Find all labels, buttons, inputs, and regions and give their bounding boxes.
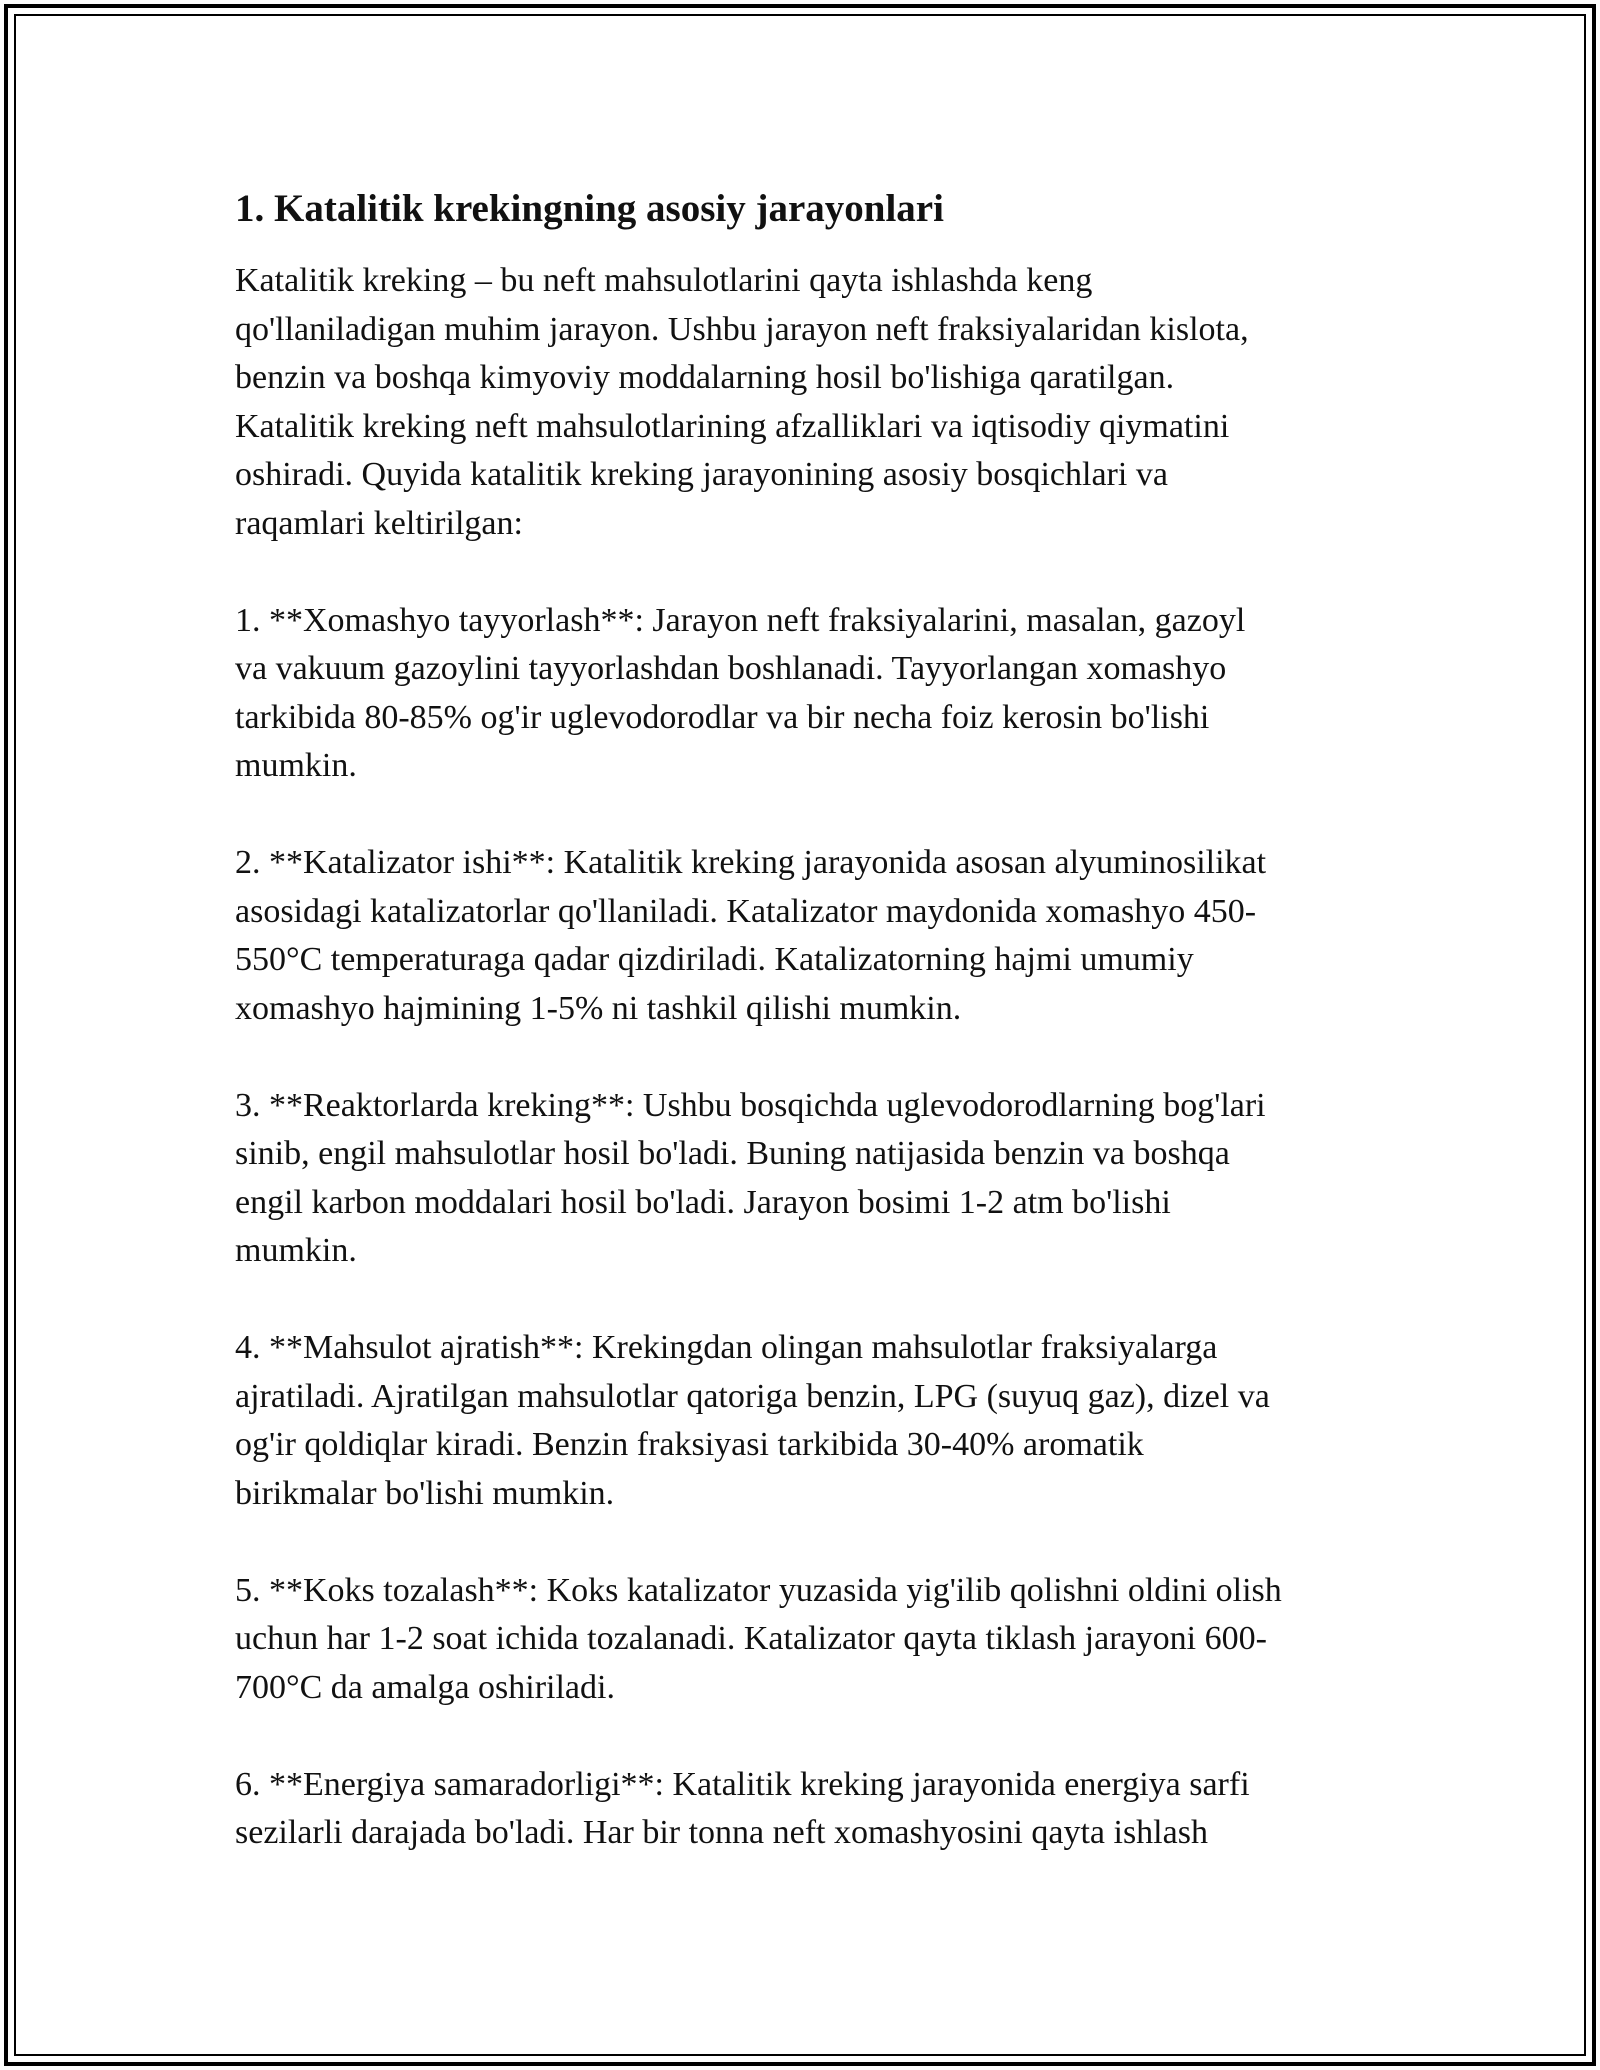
- intro-paragraph: [235, 257, 1395, 548]
- text-line: 5. **Koks tozalash**: Koks katalizator yuzasida yig'ilib qolishni oldini olish: [235, 1571, 1282, 1609]
- text-line: ajratiladi. Ajratilgan mahsulotlar qatoriga benzin, LPG (suyuq gaz), dizel va: [235, 1377, 1270, 1415]
- text-line: Katalitik kreking – bu neft mahsulotlarini qayta ishlashda keng: [235, 262, 1093, 299]
- text-line: 700°C da amalga oshiriladi.: [235, 1668, 615, 1706]
- step-6-paragraph: [235, 1761, 1395, 1858]
- step-3-paragraph: [235, 1082, 1395, 1276]
- text-line: 550°C temperaturaga qadar qizdiriladi. Katalizatorning hajmi umumiy: [235, 941, 1194, 978]
- text-line: oshiradi. Quyida katalitik kreking jarayonining asosiy bosqichlari va: [235, 456, 1168, 493]
- text-line: va vakuum gazoylini tayyorlashdan boshlanadi. Tayyorlangan xomashyo: [235, 650, 1227, 687]
- text-line: 2. **Katalizator ishi**: Katalitik kreking jarayonida asosan alyuminosilikat: [235, 844, 1267, 881]
- text-line: xomashyo hajmining 1-5% ni tashkil qilishi mumkin.: [235, 989, 962, 1027]
- step-4-paragraph: [235, 1324, 1395, 1518]
- text-line: sinib, engil mahsulotlar hosil bo'ladi. Buning natijasida benzin va boshqa: [235, 1135, 1230, 1172]
- text-line: engil karbon moddalari hosil bo'ladi. Jarayon bosimi 1-2 atm bo'lishi: [235, 1183, 1171, 1221]
- text-line: 3. **Reaktorlarda kreking**: Ushbu bosqichda uglevodorodlarning bog'lari: [235, 1086, 1266, 1124]
- text-line: 1. **Xomashyo tayyorlash**: Jarayon neft fraksiyalarini, masalan, gazoyl: [235, 601, 1246, 639]
- document-title: 1. Katalitik krekingning asosiy jarayonlari: [235, 187, 944, 230]
- text-line: birikmalar bo'lishi mumkin.: [235, 1474, 615, 1512]
- text-line: 6. **Energiya samaradorligi**: Katalitik kreking jarayonida energiya sarfi: [235, 1765, 1250, 1803]
- text-line: benzin va boshqa kimyoviy moddalarning hosil bo'lishiga qaratilgan.: [235, 359, 1175, 396]
- text-line: mumkin.: [235, 1232, 357, 1269]
- text-line: mumkin.: [235, 747, 357, 784]
- step-1-paragraph: [235, 597, 1395, 791]
- text-line: 4. **Mahsulot ajratish**: Krekingdan olingan mahsulotlar fraksiyalarga: [235, 1329, 1218, 1366]
- step-2-paragraph: [235, 839, 1395, 1033]
- document-body: [235, 185, 1395, 1906]
- text-line: og'ir qoldiqlar kiradi. Benzin fraksiyasi tarkibida 30-40% aromatik: [235, 1426, 1144, 1463]
- text-line: asosidagi katalizatorlar qo'llaniladi. Katalizator maydonida xomashyo 450-: [235, 892, 1257, 930]
- text-line: raqamlari keltirilgan:: [235, 504, 523, 542]
- text-line: Katalitik kreking neft mahsulotlarining afzalliklari va iqtisodiy qiymatini: [235, 407, 1230, 445]
- text-line: tarkibida 80-85% og'ir uglevodorodlar va bir necha foiz kerosin bo'lishi: [235, 698, 1210, 736]
- text-line: qo'llaniladigan muhim jarayon. Ushbu jarayon neft fraksiyalaridan kislota,: [235, 310, 1249, 348]
- step-5-paragraph: [235, 1567, 1395, 1713]
- text-line: sezilarli darajada bo'ladi. Har bir tonna neft xomashyosini qayta ishlash: [235, 1814, 1208, 1851]
- text-line: uchun har 1-2 soat ichida tozalanadi. Katalizator qayta tiklash jarayoni 600-: [235, 1620, 1267, 1657]
